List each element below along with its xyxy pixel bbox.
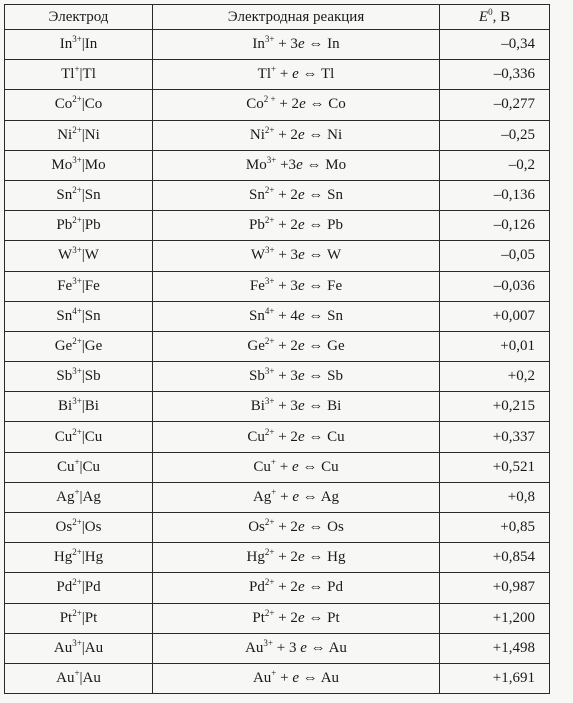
equilibrium-arrow: ⇔	[304, 217, 328, 234]
electrode-symbol: Os	[55, 519, 73, 536]
reaction-reduced: Fe	[327, 277, 343, 294]
reaction-reduced: Sn	[327, 307, 343, 324]
reaction-oxidized: Bi	[250, 398, 265, 415]
reaction-oxidized: Ge	[247, 337, 265, 354]
reaction-cell	[153, 543, 440, 573]
equilibrium-arrow: ⇔	[298, 66, 321, 83]
potential-cell: –0,05	[440, 241, 550, 271]
electrode-symbol: W	[58, 247, 73, 264]
electrode-metal: Sn	[84, 307, 101, 324]
reaction-charge: 2+	[264, 547, 275, 558]
electrode-charge: +	[74, 486, 80, 497]
reaction-charge: +	[271, 64, 277, 75]
equilibrium-arrow: ⇔	[304, 187, 328, 204]
electrode-metal: Bi	[84, 398, 99, 415]
electrode-charge: 3+	[72, 637, 82, 648]
potential-cell: +0,8	[440, 482, 550, 512]
electrode-symbol: In	[59, 36, 73, 53]
reaction-reduced: W	[326, 247, 342, 264]
reaction-charge: 2+	[264, 517, 275, 528]
reaction-electron: e	[297, 126, 305, 143]
electrode-cell: Ag+|Ag	[5, 482, 153, 512]
electrode-charge: 3+	[72, 34, 82, 45]
header-potential-symbol: E	[478, 8, 489, 25]
table-row	[5, 120, 550, 150]
reaction-coefficient: + 3	[274, 277, 298, 294]
reaction-coefficient: + 3	[274, 368, 298, 385]
table-row	[5, 271, 550, 301]
table-row	[5, 60, 550, 90]
reaction-reduced: Au	[328, 639, 347, 656]
reaction-charge: 3+	[263, 637, 273, 648]
equilibrium-arrow: ⇔	[304, 247, 327, 264]
reaction-oxidized: Tl	[257, 66, 272, 83]
reaction-reduced: Sn	[327, 187, 343, 204]
reaction-oxidized: Pb	[249, 217, 265, 234]
electrode-cell: $Hg^{2+}|Hg$	[5, 543, 153, 573]
reaction-oxidized: Os	[248, 519, 265, 536]
potential-cell: +0,2	[440, 362, 550, 392]
reaction-charge: 2+	[264, 577, 275, 588]
reaction-coefficient: + 3	[274, 247, 299, 264]
reaction-electron: e	[292, 66, 299, 83]
equilibrium-arrow: ⇔	[304, 398, 328, 415]
reaction-cell	[153, 603, 440, 633]
reaction-cell	[153, 211, 440, 241]
electrode-symbol: Bi	[58, 398, 73, 415]
reaction-reduced: Pt	[327, 609, 340, 626]
electrode-cell: $Sb^{3+}|Sb$	[5, 362, 153, 392]
electrode-metal: Mo	[84, 156, 106, 173]
reaction-reduced: Tl	[320, 66, 335, 83]
electrode-symbol: Au	[53, 639, 73, 656]
potential-cell: +0,337	[440, 422, 550, 452]
header-electrode: Электрод	[5, 5, 153, 30]
electrode-cell: $Fe^{3+}|Fe$	[5, 271, 153, 301]
header-potential-superscript: 0	[488, 6, 493, 17]
equilibrium-arrow: ⇔	[304, 337, 328, 354]
reaction-electron: e	[292, 670, 300, 687]
equilibrium-arrow: ⇔	[304, 126, 328, 143]
equilibrium-arrow: ⇔	[305, 96, 329, 113]
potential-cell: +0,987	[440, 573, 550, 603]
electrode-charge: 2+	[72, 124, 82, 135]
table-row	[5, 301, 550, 331]
electrode-cell: $Au^{3+}|Au$	[5, 633, 153, 663]
electrode-cell: $Mo^{3+}|Mo$	[5, 150, 153, 180]
reaction-oxidized: Ni	[249, 126, 265, 143]
reaction-cell	[153, 150, 440, 180]
potential-cell: +0,215	[440, 392, 550, 422]
reaction-oxidized: Sn	[249, 307, 265, 324]
reaction-oxidized: Hg	[246, 549, 265, 566]
equilibrium-arrow: ⇔	[304, 549, 328, 566]
electrode-cell: $Pt^{2+}|Pt$	[5, 603, 153, 633]
reaction-electron: e	[297, 549, 305, 566]
electrode-charge: 3+	[72, 245, 82, 256]
electrode-symbol: Sn	[56, 307, 73, 324]
electrode-charge: 2+	[72, 607, 82, 618]
reaction-coefficient: + 2	[274, 579, 298, 596]
reaction-cell	[153, 513, 440, 543]
reaction-electron: e	[297, 579, 305, 596]
electrode-symbol: Cu	[56, 458, 75, 475]
reaction-cell	[153, 663, 440, 693]
header-reaction: Электродная реакция	[153, 5, 440, 30]
reaction-charge: 3+	[265, 245, 275, 256]
equilibrium-arrow: ⇔	[304, 36, 328, 53]
potential-cell: +0,521	[440, 452, 550, 482]
reaction-cell	[153, 30, 440, 60]
electrode-charge: 4+	[72, 305, 82, 316]
reaction-coefficient: + 2	[274, 519, 298, 536]
potential-cell: +1,691	[440, 663, 550, 693]
table-row	[5, 513, 550, 543]
reaction-electron: e	[291, 458, 299, 475]
reaction-reduced: Mo	[325, 156, 347, 173]
reaction-cell	[153, 452, 440, 482]
equilibrium-arrow: ⇔	[298, 458, 322, 475]
electrode-charge: +	[74, 64, 80, 75]
electrode-charge: +	[74, 668, 80, 679]
reaction-reduced: Pd	[327, 579, 343, 596]
potential-cell: –0,336	[440, 60, 550, 90]
electrode-metal: Pt	[84, 609, 98, 626]
reaction-coefficient: +	[275, 458, 292, 475]
reaction-coefficient: + 3	[273, 639, 301, 656]
reaction-reduced: In	[327, 36, 340, 53]
reaction-cell	[153, 60, 440, 90]
electrode-cell: Au+|Au	[5, 663, 153, 693]
reaction-electron: e	[296, 156, 303, 173]
reaction-cell	[153, 271, 440, 301]
potential-cell: –0,036	[440, 271, 550, 301]
electrode-charge: 3+	[72, 396, 82, 407]
equilibrium-arrow: ⇔	[304, 579, 328, 596]
potential-cell: +1,498	[440, 633, 550, 663]
reaction-electron: e	[297, 277, 305, 294]
reaction-electron: e	[299, 96, 306, 113]
reaction-reduced: Ge	[327, 337, 345, 354]
electrode-cell: $Pb^{2+}|Pb$	[5, 211, 153, 241]
reaction-electron: e	[297, 217, 305, 234]
table-row	[5, 573, 550, 603]
reaction-charge: +	[271, 668, 277, 679]
electrode-symbol: Co	[54, 96, 73, 113]
table-row	[5, 211, 550, 241]
reaction-electron: e	[297, 187, 305, 204]
reaction-reduced: Ni	[327, 126, 343, 143]
electrode-cell: $Sn^{4+}|Sn$	[5, 301, 153, 331]
table-row	[5, 241, 550, 271]
reaction-cell	[153, 633, 440, 663]
electrode-cell: $Co^{2+}|Co$	[5, 90, 153, 120]
reaction-electron: e	[297, 519, 305, 536]
header-potential	[440, 5, 550, 30]
electrode-cell: $Cu^{2+}|Cu$	[5, 422, 153, 452]
reaction-reduced: Hg	[327, 549, 346, 566]
potential-cell: –0,126	[440, 211, 550, 241]
electrode-potential-table	[4, 4, 550, 694]
electrode-metal: Hg	[84, 549, 104, 566]
header-row	[5, 5, 550, 30]
electrode-charge: 3+	[72, 275, 82, 286]
electrode-charge: 2+	[72, 547, 82, 558]
electrode-symbol: Pb	[56, 217, 73, 234]
potential-cell: –0,34	[440, 30, 550, 60]
reaction-coefficient: + 2	[275, 96, 300, 113]
electrode-cell: $Sn^{2+}|Sn$	[5, 180, 153, 210]
reaction-oxidized: Au	[245, 639, 264, 656]
electrode-charge: 3+	[72, 366, 82, 377]
reaction-oxidized: Mo	[245, 156, 267, 173]
reaction-electron: e	[300, 639, 307, 656]
electrode-charge: 3+	[72, 154, 82, 165]
table-row	[5, 422, 550, 452]
reaction-reduced: Pb	[327, 217, 343, 234]
electrode-charge: 2+	[72, 426, 82, 437]
reaction-charge: 4+	[264, 305, 275, 316]
reaction-electron: e	[297, 609, 305, 626]
reaction-electron: e	[292, 488, 300, 505]
electrode-symbol: Tl	[61, 66, 75, 83]
reaction-coefficient: + 2	[274, 126, 298, 143]
reaction-reduced: Cu	[321, 458, 339, 475]
reaction-oxidized: Cu	[253, 458, 271, 475]
header-potential-unit: , В	[492, 8, 511, 25]
potential-cell: +0,007	[440, 301, 550, 331]
electrode-charge: 2+	[72, 215, 82, 226]
reaction-electron: e	[297, 36, 305, 53]
electrode-charge: 2+	[72, 94, 82, 105]
electrode-cell: Cu+|Cu	[5, 452, 153, 482]
electrode-metal: Pb	[84, 217, 101, 234]
reaction-charge: 3+	[264, 34, 275, 45]
electrode-charge: +	[74, 456, 80, 467]
reaction-reduced: Os	[327, 519, 344, 536]
reaction-cell	[153, 573, 440, 603]
potential-cell: +0,854	[440, 543, 550, 573]
equilibrium-arrow: ⇔	[299, 670, 321, 687]
reaction-cell	[153, 331, 440, 361]
reaction-electron: e	[297, 337, 305, 354]
electrode-symbol: Ge	[54, 337, 73, 354]
reaction-oxidized: Fe	[249, 277, 265, 294]
table-row	[5, 633, 550, 663]
table-row	[5, 30, 550, 60]
reaction-coefficient: + 2	[274, 428, 298, 445]
reaction-cell	[153, 90, 440, 120]
reaction-coefficient: +	[276, 670, 293, 687]
electrode-metal: Pd	[84, 579, 101, 596]
reaction-coefficient: +3	[276, 156, 297, 173]
table-row	[5, 90, 550, 120]
electrode-cell: Tl+|Tl	[5, 60, 153, 90]
reaction-charge: 3+	[264, 275, 275, 286]
electrode-metal: Ge	[84, 337, 103, 354]
electrode-metal: Fe	[84, 277, 100, 294]
table-row	[5, 543, 550, 573]
table-row	[5, 392, 550, 422]
reaction-coefficient: +	[276, 66, 293, 83]
reaction-oxidized: W	[250, 247, 266, 264]
reaction-cell	[153, 362, 440, 392]
equilibrium-arrow: ⇔	[302, 156, 326, 173]
reaction-charge: 3+	[264, 366, 275, 377]
reaction-coefficient: + 2	[274, 187, 298, 204]
reaction-charge: +	[270, 456, 276, 467]
electrode-metal: Cu	[82, 458, 101, 475]
reaction-electron: e	[297, 368, 305, 385]
equilibrium-arrow: ⇔	[306, 639, 329, 656]
reaction-coefficient: + 2	[274, 549, 298, 566]
equilibrium-arrow: ⇔	[299, 488, 321, 505]
reaction-charge: 3+	[264, 396, 275, 407]
reaction-charge: 2+	[264, 335, 275, 346]
reaction-cell	[153, 180, 440, 210]
reaction-cell	[153, 301, 440, 331]
potential-cell: –0,25	[440, 120, 550, 150]
equilibrium-arrow: ⇔	[304, 368, 328, 385]
reaction-coefficient: + 2	[274, 609, 298, 626]
electrode-metal: In	[84, 36, 98, 53]
equilibrium-arrow: ⇔	[304, 519, 328, 536]
electrode-cell: $Bi^{3+}|Bi$	[5, 392, 153, 422]
table-row	[5, 362, 550, 392]
reaction-coefficient: + 3	[274, 398, 298, 415]
reaction-oxidized: Pt	[252, 609, 265, 626]
electrode-charge: 2+	[72, 577, 82, 588]
table-row	[5, 150, 550, 180]
reaction-reduced: Sb	[327, 368, 343, 385]
reaction-charge: 2 +	[263, 94, 276, 105]
reaction-oxidized: Au	[252, 670, 272, 687]
reaction-reduced: Co	[328, 96, 346, 113]
reaction-cell	[153, 422, 440, 452]
reaction-cell	[153, 482, 440, 512]
reaction-reduced: Bi	[327, 398, 342, 415]
reaction-coefficient: + 3	[274, 36, 298, 53]
electrode-charge: 2+	[72, 335, 82, 346]
electrode-cell: $Os^{2+}|Os$	[5, 513, 153, 543]
equilibrium-arrow: ⇔	[304, 428, 328, 445]
potential-cell: +0,85	[440, 513, 550, 543]
table-body	[5, 30, 550, 694]
reaction-cell	[153, 241, 440, 271]
equilibrium-arrow: ⇔	[304, 609, 328, 626]
reaction-charge: 2+	[264, 124, 275, 135]
reaction-electron: e	[297, 428, 305, 445]
table-row	[5, 663, 550, 693]
electrode-symbol: Sb	[56, 368, 73, 385]
electrode-symbol: Ni	[57, 126, 73, 143]
reaction-oxidized: Sb	[249, 368, 265, 385]
reaction-cell	[153, 120, 440, 150]
reaction-oxidized: Ag	[252, 488, 272, 505]
reaction-charge: +	[271, 486, 277, 497]
electrode-metal: Ni	[84, 126, 100, 143]
electrode-metal: Os	[84, 519, 102, 536]
reaction-electron: e	[297, 307, 305, 324]
reaction-reduced: Cu	[327, 428, 345, 445]
reaction-coefficient: +	[276, 488, 293, 505]
electrode-cell: $In^{3+}|In$	[5, 30, 153, 60]
electrode-metal: Ag	[82, 488, 101, 505]
electrode-charge: 2+	[72, 517, 82, 528]
electrode-symbol: Pt	[59, 609, 73, 626]
reaction-oxidized: Sn	[249, 187, 265, 204]
reaction-electron: e	[298, 247, 305, 264]
reaction-coefficient: + 2	[274, 337, 298, 354]
table-row	[5, 180, 550, 210]
electrode-cell: $Ge^{2+}|Ge$	[5, 331, 153, 361]
table-row	[5, 331, 550, 361]
potential-cell: –0,2	[440, 150, 550, 180]
electrode-metal: W	[84, 247, 99, 264]
reaction-electron: e	[297, 398, 305, 415]
equilibrium-arrow: ⇔	[304, 277, 328, 294]
electrode-symbol: Mo	[51, 156, 73, 173]
reaction-oxidized: In	[252, 36, 265, 53]
electrode-cell: $Pd^{2+}|Pd$	[5, 573, 153, 603]
potential-cell: –0,277	[440, 90, 550, 120]
potential-cell: +0,01	[440, 331, 550, 361]
electrode-metal: Tl	[82, 66, 96, 83]
table-row	[5, 452, 550, 482]
reaction-charge: 2+	[264, 185, 275, 196]
reaction-oxidized: Pd	[249, 579, 265, 596]
equilibrium-arrow: ⇔	[304, 307, 328, 324]
electrode-metal: Sn	[84, 187, 101, 204]
reaction-coefficient: + 2	[274, 217, 298, 234]
reaction-oxidized: Co	[246, 96, 264, 113]
electrode-symbol: Ag	[56, 488, 75, 505]
reaction-coefficient: + 4	[274, 307, 298, 324]
electrode-cell: $W^{3+}|W$	[5, 241, 153, 271]
electrode-symbol: Sn	[56, 187, 73, 204]
electrode-symbol: Au	[56, 670, 75, 687]
reaction-charge: 3+	[266, 154, 277, 165]
reaction-charge: 2+	[264, 426, 275, 437]
potential-cell: +1,200	[440, 603, 550, 633]
electrode-symbol: Hg	[53, 549, 73, 566]
potential-cell: –0,136	[440, 180, 550, 210]
electrode-symbol: Fe	[57, 277, 73, 294]
electrode-metal: Cu	[84, 428, 103, 445]
electrode-symbol: Cu	[54, 428, 73, 445]
reaction-reduced: Au	[320, 670, 340, 687]
reaction-charge: 2+	[264, 607, 275, 618]
electrode-metal: Au	[82, 670, 101, 687]
reaction-oxidized: Cu	[247, 428, 265, 445]
electrode-metal: Sb	[84, 368, 101, 385]
table-row	[5, 603, 550, 633]
electrode-symbol: Pd	[56, 579, 73, 596]
electrode-metal: Co	[84, 96, 103, 113]
reaction-reduced: Ag	[320, 488, 340, 505]
table-row	[5, 482, 550, 512]
reaction-charge: 2+	[264, 215, 275, 226]
reaction-cell	[153, 392, 440, 422]
electrode-cell: $Ni^{2+}|Ni$	[5, 120, 153, 150]
electrode-charge: 2+	[72, 185, 82, 196]
electrode-metal: Au	[84, 639, 104, 656]
